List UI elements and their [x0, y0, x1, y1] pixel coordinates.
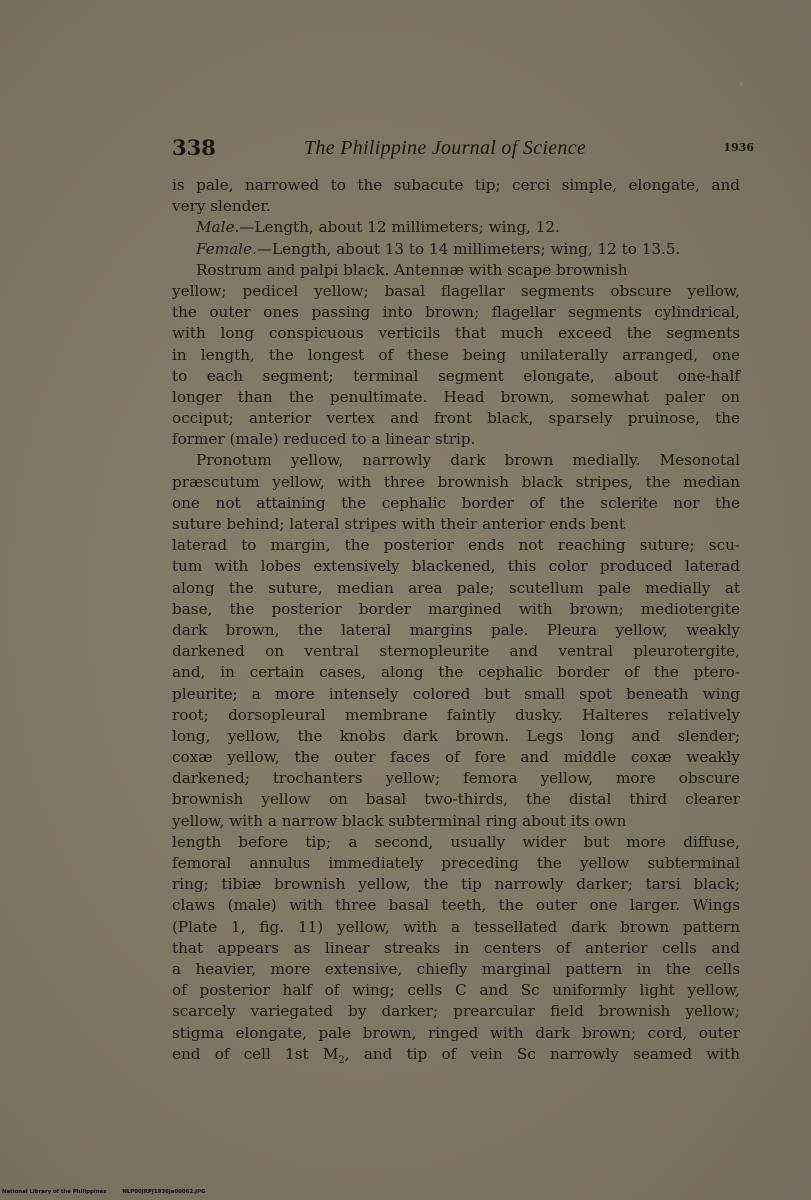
line-text: darkened; trochanters yellow; femora yellow, more obscure	[172, 769, 740, 788]
text-line	[172, 217, 740, 238]
text-line	[172, 1044, 740, 1065]
journal-title: The Philippine Journal of Science	[304, 137, 587, 159]
text-line	[172, 853, 740, 874]
text-line	[172, 768, 740, 789]
text-line	[172, 726, 740, 747]
line-text: length before tip; a second, usually wider but more diffuse,	[172, 832, 740, 851]
text-line	[172, 175, 740, 196]
text-line	[172, 535, 740, 556]
line-text: scarcely variegated by darker; prearcular field brownish yellow;	[172, 1002, 740, 1021]
line-text: stigma elongate, pale brown, ringed with dark brown; cord, outer	[172, 1023, 740, 1042]
line-text: laterad to margin, the posterior ends not reaching suture; scu-	[172, 536, 740, 555]
line-text: with long conspicuous verticils that much exceed the segments	[172, 324, 740, 343]
text-line	[172, 811, 740, 832]
line-text: root; dorsopleural membrane faintly dusky. Halteres relatively	[172, 705, 740, 724]
text-line	[172, 578, 740, 599]
text-line	[172, 747, 740, 768]
text-line	[172, 556, 740, 577]
text-line	[172, 1001, 740, 1022]
line-text: pleurite; a more intensely colored but small spot beneath wing	[172, 684, 740, 703]
line-tail: , and tip of vein Sc narrowly seamed with	[344, 1044, 741, 1063]
line-lead-italic: Male.	[196, 218, 240, 237]
scan-footer	[2, 1189, 402, 1195]
text-line	[172, 662, 740, 683]
line-text: Rostrum and palpi black. Antennæ with scape brownish	[196, 260, 628, 279]
line-text: —Length, about 12 millimeters; wing, 12.	[239, 218, 560, 237]
line-text: end of cell 1st M	[172, 1044, 339, 1063]
text-line	[172, 514, 740, 535]
line-text: occiput; anterior vertex and front black, sparsely pruinose, the	[172, 409, 740, 428]
line-text: tum with lobes extensively blackened, this color produced laterad	[172, 557, 740, 576]
text-line	[172, 895, 740, 916]
file-id: NLP00JRPJ1936ja00062.JPG	[122, 1189, 206, 1195]
text-line	[172, 472, 740, 493]
publication-year: 1936	[723, 141, 754, 154]
text-line	[172, 366, 740, 387]
line-text: a heavier, more extensive, chiefly marginal pattern in the cells	[172, 959, 740, 978]
text-line	[172, 429, 740, 450]
line-text: brownish yellow on basal two-thirds, the distal third clearer	[172, 790, 740, 809]
line-text: is pale, narrowed to the subacute tip; cerci simple, elongate, and	[172, 176, 740, 194]
line-text: præscutum yellow, with three brownish black stripes, the median	[172, 472, 740, 491]
line-text: base, the posterior border margined with brown; mediotergite	[172, 599, 740, 618]
text-line	[172, 874, 740, 895]
text-line	[172, 281, 740, 302]
text-line	[172, 959, 740, 980]
line-text: of posterior half of wing; cells C and Sc uniformly light yellow,	[172, 981, 740, 1000]
line-text: dark brown, the lateral margins pale. Pleura yellow, weakly	[172, 620, 740, 639]
text-line	[172, 1023, 740, 1044]
page-number: 338	[172, 135, 216, 160]
line-text: one not attaining the cephalic border of the sclerite nor the	[172, 493, 740, 512]
line-text: femoral annulus immediately preceding the yellow subterminal	[172, 854, 740, 872]
text-line	[172, 387, 740, 408]
text-line	[172, 832, 740, 853]
line-text: along the suture, median area pale; scutellum pale medially at	[172, 578, 740, 597]
line-text: suture behind; lateral stripes with their anterior ends bent	[172, 515, 626, 533]
line-lead-italic: Female.	[196, 239, 257, 258]
text-line	[172, 684, 740, 705]
line-text: ring; tibiæ brownish yellow, the tip narrowly darker; tarsi black;	[172, 875, 740, 894]
line-text: longer than the penultimate. Head brown, somewhat paler on	[172, 387, 740, 406]
text-line	[172, 705, 740, 726]
body-text	[172, 175, 740, 1065]
page-header	[172, 135, 754, 165]
line-text: yellow; pedicel yellow; basal flagellar segments obscure yellow,	[172, 281, 740, 300]
line-text: to each segment; terminal segment elongate, about one-half	[172, 366, 740, 385]
text-line	[172, 599, 740, 620]
line-text: the outer ones passing into brown; flagellar segments cylindrical,	[172, 303, 740, 322]
text-line	[172, 450, 740, 471]
text-line	[172, 620, 740, 641]
text-line	[172, 917, 740, 938]
line-text: —Length, about 13 to 14 millimeters; wing, 12 to 13.5.	[256, 239, 681, 258]
line-text: very slender.	[172, 197, 271, 216]
text-line	[172, 239, 740, 260]
text-line	[172, 196, 740, 217]
line-text: and, in certain cases, along the cephalic border of the ptero-	[172, 663, 740, 682]
line-text: in length, the longest of these being unilaterally arranged, one	[172, 345, 740, 364]
line-text: Pronotum yellow, narrowly dark brown medially. Mesonotal	[196, 451, 740, 470]
line-text: claws (male) with three basal teeth, the outer one larger. Wings	[172, 896, 740, 915]
text-line	[172, 641, 740, 662]
line-text: yellow, with a narrow black subterminal ring about its own	[172, 811, 627, 830]
text-line	[172, 260, 740, 281]
library-credit: National Library of the Philippines	[2, 1189, 107, 1195]
text-line	[172, 493, 740, 514]
line-text: long, yellow, the knobs dark brown. Legs long and slender;	[172, 726, 740, 745]
text-line	[172, 938, 740, 959]
line-text: darkened on ventral sternopleurite and ventral pleurotergite,	[172, 642, 740, 661]
line-text: coxæ yellow, the outer faces of fore and middle coxæ weakly	[172, 748, 740, 767]
text-line	[172, 408, 740, 429]
text-line	[172, 789, 740, 810]
text-line	[172, 302, 740, 323]
text-line	[172, 980, 740, 1001]
line-subscript: 2	[338, 1054, 345, 1066]
line-text: former (male) reduced to a linear strip.	[172, 430, 476, 449]
text-line	[172, 345, 740, 366]
text-line	[172, 323, 740, 344]
corner-mark: ʾ	[740, 82, 744, 93]
line-text: that appears as linear streaks in centers of anterior cells and	[172, 938, 740, 957]
line-text: (Plate 1, fig. 11) yellow, with a tessellated dark brown pattern	[172, 917, 740, 936]
